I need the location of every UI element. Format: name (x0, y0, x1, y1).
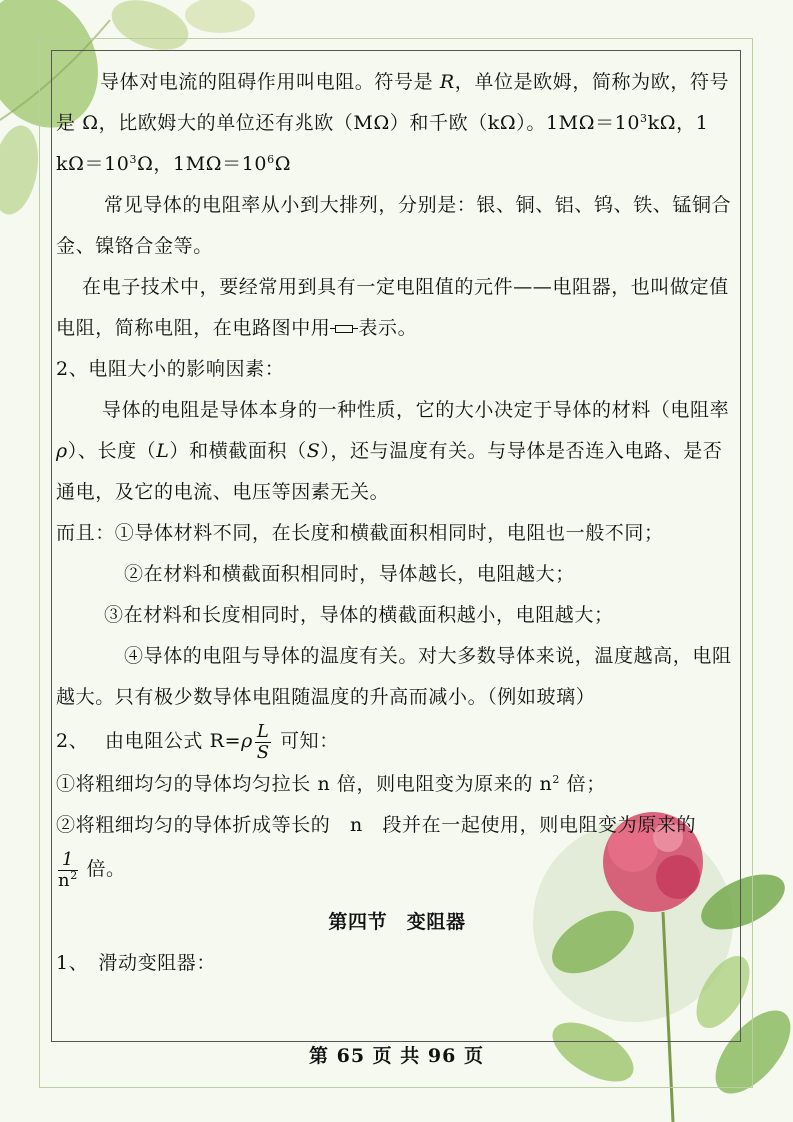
document-body (56, 62, 738, 984)
rule-fold-result: $\frac{1}{n^2}$ 倍。 (58, 848, 126, 891)
resistor-symbol-icon (335, 325, 353, 333)
heading-sliding-rheostat: 1、 滑动变阻器： (56, 952, 216, 974)
paragraph-resistance-formula: 2、 由电阻公式 R=ρ $\frac{L}{S}$ 可知： (56, 720, 339, 763)
list-item-length: ②在材料和横截面积相同时，导体越长，电阻越大； (124, 563, 575, 585)
list-item-temperature: ④导体的电阻与导体的温度有关。对大多数导体来说，温度越高，电阻越大。只有极少数导体电阻随温度的升高而减小。（例如玻璃） (56, 645, 732, 708)
rule-fold: ②将粗细均匀的导体折成等长的 n 段并在一起使用，则电阻变为原来的 (56, 814, 697, 836)
paragraph-resistance-property: 导体的电阻是导体本身的一种性质，它的大小决定于导体的材料（电阻率 ρ）、长度（L）和横截面积（S），还与温度有关。与导体是否连入电路、是否通电，及它的电流、电压等因素无关。 (56, 399, 730, 503)
paragraph-resistor-component: 在电子技术中，要经常用到具有一定电阻值的元件——电阻器，也叫做定值电阻，简称电阻，在电路图中用 表示。 (56, 276, 729, 339)
formula-fraction: $\frac{L}{S}$ (256, 720, 270, 763)
heading-resistance-factors: 2、电阻大小的影响因素： (56, 358, 285, 380)
list-item-material: 而且：①导体材料不同，在长度和横截面积相同时，电阻也一般不同； (56, 522, 664, 544)
result-fraction: $\frac{1}{n^2}$ (58, 848, 78, 891)
paragraph-resistance-definition: 导体对电流的阻碍作用叫电阻。符号是 R，单位是欧姆，简称为欧，符号是 Ω，比欧姆大的单位还有兆欧（MΩ）和千欧（kΩ）。$1M\Omega=10^3k\Omega$，1 $k\Omega=10^3\Omega$，$1M\Omega=10^6\Omega$ (56, 71, 730, 175)
list-item-cross-section: ③在材料和长度相同时，导体的横截面积越小，电阻越大； (104, 604, 614, 626)
section-title: 第四节 变阻器 (328, 911, 466, 933)
page-number-footer: 第 65 页 共 96 页 (309, 1045, 484, 1067)
paragraph-resistivity-order: 常见导体的电阻率从小到大排列，分别是：银、铜、铝、钨、铁、锰铜合金、镍铬合金等。 (56, 194, 732, 257)
rule-stretch: ①将粗细均匀的导体均匀拉长 n 倍，则电阻变为原来的 $n^2$ 倍； (56, 773, 606, 795)
